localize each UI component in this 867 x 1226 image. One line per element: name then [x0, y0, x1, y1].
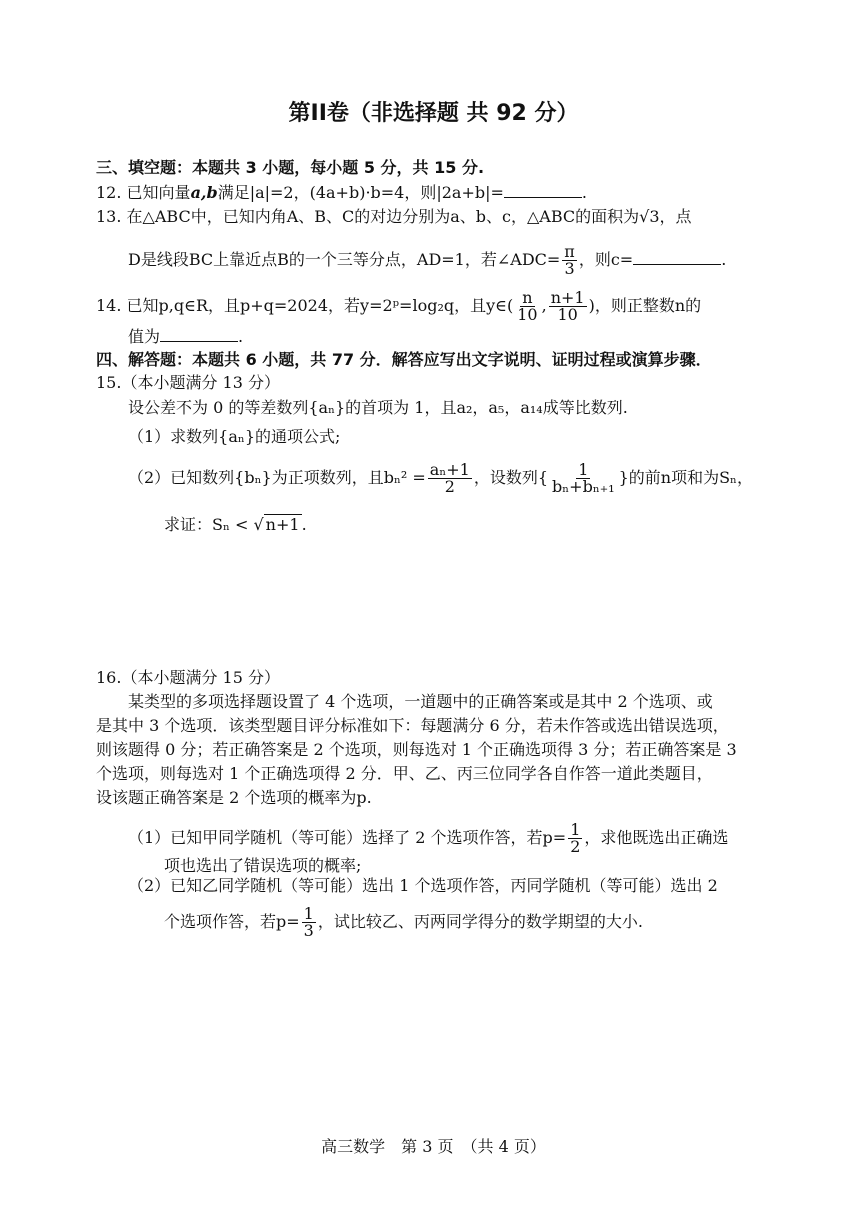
- q13-line2a: D是线段BC上靠近点B的一个三等分点，AD=1，若∠ADC=: [128, 250, 561, 269]
- fraction-numerator: n: [522, 288, 533, 307]
- q13-end: .: [721, 250, 727, 269]
- question-14-line2: [128, 327, 243, 347]
- fraction-denominator: 2: [570, 837, 581, 856]
- question-14-line1: 14. 已知p,q∈R，且p+q=2024，若y=2ᵖ=log₂q，且y∈( $\frac{n}{10}$ , $\frac{n+1}{10}$ )，则正整数n的: [96, 288, 702, 324]
- q12-vars: a,b: [190, 183, 218, 202]
- fraction-denominator: bₙ+bₙ₊₁: [552, 477, 615, 496]
- q12-end: .: [581, 183, 588, 202]
- q16-part1: [128, 822, 728, 855]
- q16-p1a: （1）已知甲同学随机（等可能）选择了 2 个选项作答，若p=: [128, 828, 567, 847]
- q15-part2: [128, 462, 753, 495]
- q14-line2: 值为: [128, 327, 161, 346]
- q16-part1-cont: 项也选出了错误选项的概率;: [164, 856, 362, 875]
- fraction-numerator: aₙ+1: [429, 460, 470, 479]
- q12-text-1: 已知向量: [126, 183, 191, 202]
- q15-proof-a: 求证：Sₙ <: [164, 515, 249, 534]
- q16-part2: （2）已知乙同学随机（等可能）选出 1 个选项作答，丙同学随机（等可能）选出 2: [128, 876, 718, 895]
- q15-fraction-1: [428, 462, 472, 495]
- question-number: 12.: [96, 183, 122, 202]
- question-13-line1: [96, 207, 692, 227]
- question-13-line2: [128, 244, 726, 277]
- n-plus-1-over-10-fraction: [549, 290, 587, 323]
- q16-header: 16.（本小题满分 15 分）: [96, 668, 280, 687]
- fraction-denominator: 10: [557, 305, 578, 324]
- n-over-10-fraction: [515, 290, 539, 323]
- fraction-numerator: 1: [578, 460, 589, 479]
- q16-part2-cont: [164, 906, 643, 939]
- answer-blank[interactable]: [633, 250, 721, 265]
- q16-line4: 个选项，则每选对 1 个正确选项得 2 分．甲、乙、丙三位同学各自作答一道此类题目，: [96, 764, 713, 783]
- q13-line2b: ，则c=: [578, 250, 634, 269]
- fraction-denominator: 3: [303, 921, 314, 940]
- fraction-denominator: 2: [444, 477, 455, 496]
- one-half-fraction: [568, 822, 582, 855]
- q15-proof: 求证：Sₙ < √ n+1 .: [164, 515, 307, 534]
- q15-intro: 设公差不为 0 的等差数列{aₙ}的首项为 1，且a₂，a₅，a₁₄成等比数列.: [128, 398, 628, 417]
- fraction-denominator: 3: [564, 259, 575, 278]
- fraction-numerator: π: [564, 242, 575, 261]
- page-footer: 高三数学 第 3 页 （共 4 页）: [321, 1137, 546, 1156]
- fill-blank-header: 三、填空题：本题共 3 小题，每小题 5 分，共 15 分.: [96, 158, 485, 177]
- q14-end: .: [238, 327, 244, 346]
- q15-fraction-2: [550, 462, 617, 495]
- question-number: 14.: [96, 296, 122, 315]
- q15-p2b: ，设数列{: [473, 468, 549, 487]
- q16-p1b: ，求他既选出正确选: [584, 828, 729, 847]
- section-title: 第II卷（非选择题 共 92 分）: [288, 101, 579, 126]
- answer-blank[interactable]: [160, 327, 238, 342]
- q16-line5: 设该题正确答案是 2 个选项的概率为p.: [96, 788, 372, 807]
- answer-blank[interactable]: [504, 183, 582, 198]
- q15-p2a: （2）已知数列{bₙ}为正项数列，且bₙ² =: [128, 468, 426, 487]
- question-number: 13.: [96, 207, 122, 226]
- q16-line1: 某类型的多项选择题设置了 4 个选项，一道题中的正确答案或是其中 2 个选项、或: [128, 692, 713, 711]
- fraction-numerator: 1: [570, 820, 581, 839]
- fraction-denominator: 10: [517, 305, 538, 324]
- q15-p2c: }的前n项和为Sₙ，: [618, 468, 753, 487]
- q14-line1b: )，则正整数n的: [588, 296, 702, 315]
- q16-line3: 则该题得 0 分；若正确答案是 2 个选项，则每选对 1 个正确选项得 3 分；若正确答案是 3: [96, 740, 737, 759]
- question-12: [96, 183, 587, 203]
- solution-header: 四、解答题：本题共 6 小题，共 77 分．解答应写出文字说明、证明过程或演算步骤．: [96, 350, 712, 369]
- q14-line1a: 已知p,q∈R，且p+q=2024，若y=2ᵖ=log₂q，且y∈(: [126, 296, 514, 315]
- q16-p2c: ，试比较乙、丙两同学得分的数学期望的大小.: [317, 912, 643, 931]
- q16-line2: 是其中 3 个选项．该类型题目评分标准如下：每题满分 6 分，若未作答或选出错误选项，: [96, 716, 729, 735]
- q16-p2b: 个选项作答，若p=: [164, 912, 300, 931]
- q13-line1: 在△ABC中，已知内角A、B、C的对边分别为a、b、c，△ABC的面积为√3，点: [126, 207, 692, 226]
- q15-header: 15.（本小题满分 13 分）: [96, 373, 280, 392]
- one-third-fraction: [302, 906, 316, 939]
- fraction-numerator: n+1: [550, 288, 585, 307]
- sqrt-radicand: n+1: [265, 515, 300, 534]
- pi-over-3-fraction: [562, 244, 577, 277]
- q15-proof-end: .: [301, 515, 307, 534]
- q12-text-2: 满足|a|=2，(4a+b)·b=4，则|2a+b|=: [217, 183, 504, 202]
- q15-part1: （1）求数列{aₙ}的通项公式;: [128, 427, 341, 446]
- fraction-numerator: 1: [303, 904, 314, 923]
